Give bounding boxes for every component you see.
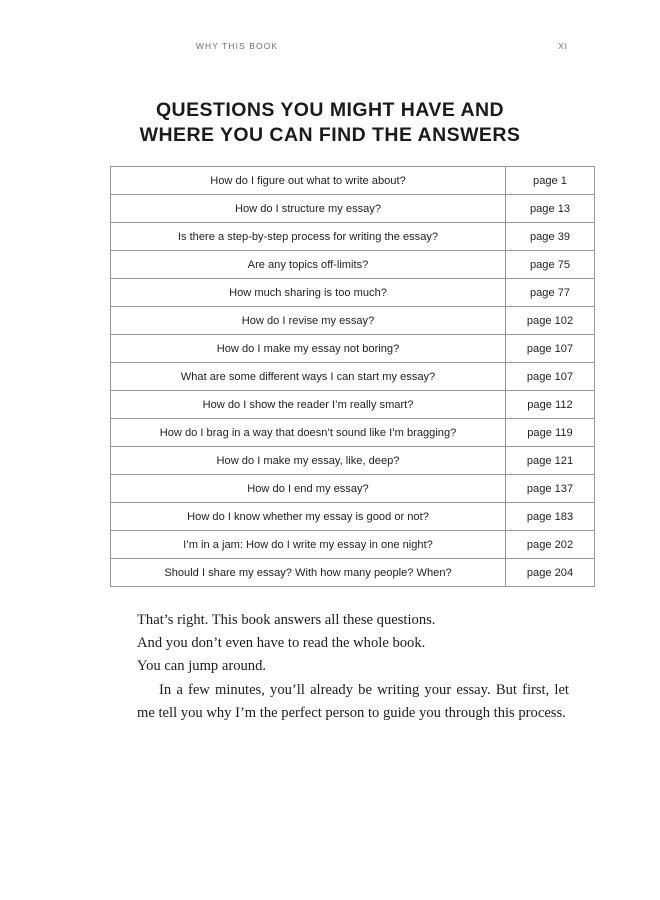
running-head-title: WHY THIS BOOK: [196, 41, 279, 51]
body-line-2: And you don’t even have to read the whole book.: [137, 635, 426, 652]
page-reference-cell: page 137: [506, 475, 595, 503]
page-number-folio: XI: [558, 41, 568, 51]
table-row: [111, 223, 595, 251]
table-row: [111, 419, 595, 447]
page-reference-cell: page 107: [506, 335, 595, 363]
table-body: [111, 167, 595, 587]
table-row: [111, 503, 595, 531]
page-reference-cell: page 102: [506, 307, 595, 335]
table-row: [111, 167, 595, 195]
table-row: [111, 279, 595, 307]
page-reference-cell: page 183: [506, 503, 595, 531]
question-cell: How do I figure out what to write about?: [111, 167, 506, 195]
table-row: [111, 531, 595, 559]
question-cell: How do I know whether my essay is good or not?: [111, 503, 506, 531]
question-cell: What are some different ways I can start my essay?: [111, 363, 506, 391]
body-line-1: That’s right. This book answers all these questions.: [137, 612, 436, 628]
question-cell: How do I brag in a way that doesn’t sound like I’m bragging?: [111, 419, 506, 447]
page-reference-cell: page 107: [506, 363, 595, 391]
page-reference-cell: page 39: [506, 223, 595, 251]
page-reference-cell: page 202: [506, 531, 595, 559]
running-head: [110, 41, 568, 55]
question-cell: How do I structure my essay?: [111, 195, 506, 223]
page-title: [0, 98, 660, 148]
page-reference-cell: page 1: [506, 167, 595, 195]
page-reference-cell: page 121: [506, 447, 595, 475]
question-cell: I’m in a jam: How do I write my essay in one night?: [111, 531, 506, 559]
table-row: [111, 251, 595, 279]
table-row: [111, 307, 595, 335]
questions-answers-table: [110, 166, 595, 587]
page-reference-cell: page 13: [506, 195, 595, 223]
table-row: [111, 195, 595, 223]
table-row: [111, 363, 595, 391]
table-row: [111, 559, 595, 587]
question-cell: How do I make my essay, like, deep?: [111, 447, 506, 475]
table-row: [111, 475, 595, 503]
table-row: [111, 391, 595, 419]
page-reference-cell: page 204: [506, 559, 595, 587]
body-copy: [137, 609, 569, 725]
page-title-line-2: WHERE YOU CAN FIND THE ANSWERS: [139, 124, 521, 147]
question-cell: How do I show the reader I’m really smart?: [111, 391, 506, 419]
body-line-3: You can jump around.: [137, 658, 267, 675]
question-cell: Are any topics off-limits?: [111, 251, 506, 279]
page-reference-cell: page 112: [506, 391, 595, 419]
page-title-line-1: QUESTIONS YOU MIGHT HAVE AND: [155, 99, 505, 122]
page-reference-cell: page 75: [506, 251, 595, 279]
table-row: [111, 335, 595, 363]
question-cell: How much sharing is too much?: [111, 279, 506, 307]
body-paragraph: In a few minutes, you’ll already be writing your essay. But first, let me tell you why I’m the perfect person to guide you through this process.: [137, 681, 569, 721]
page-reference-cell: page 77: [506, 279, 595, 307]
question-cell: How do I end my essay?: [111, 475, 506, 503]
question-cell: Should I share my essay? With how many people? When?: [111, 559, 506, 587]
table-row: [111, 447, 595, 475]
page-reference-cell: page 119: [506, 419, 595, 447]
question-cell: How do I revise my essay?: [111, 307, 506, 335]
question-cell: Is there a step-by-step process for writing the essay?: [111, 223, 506, 251]
question-cell: How do I make my essay not boring?: [111, 335, 506, 363]
